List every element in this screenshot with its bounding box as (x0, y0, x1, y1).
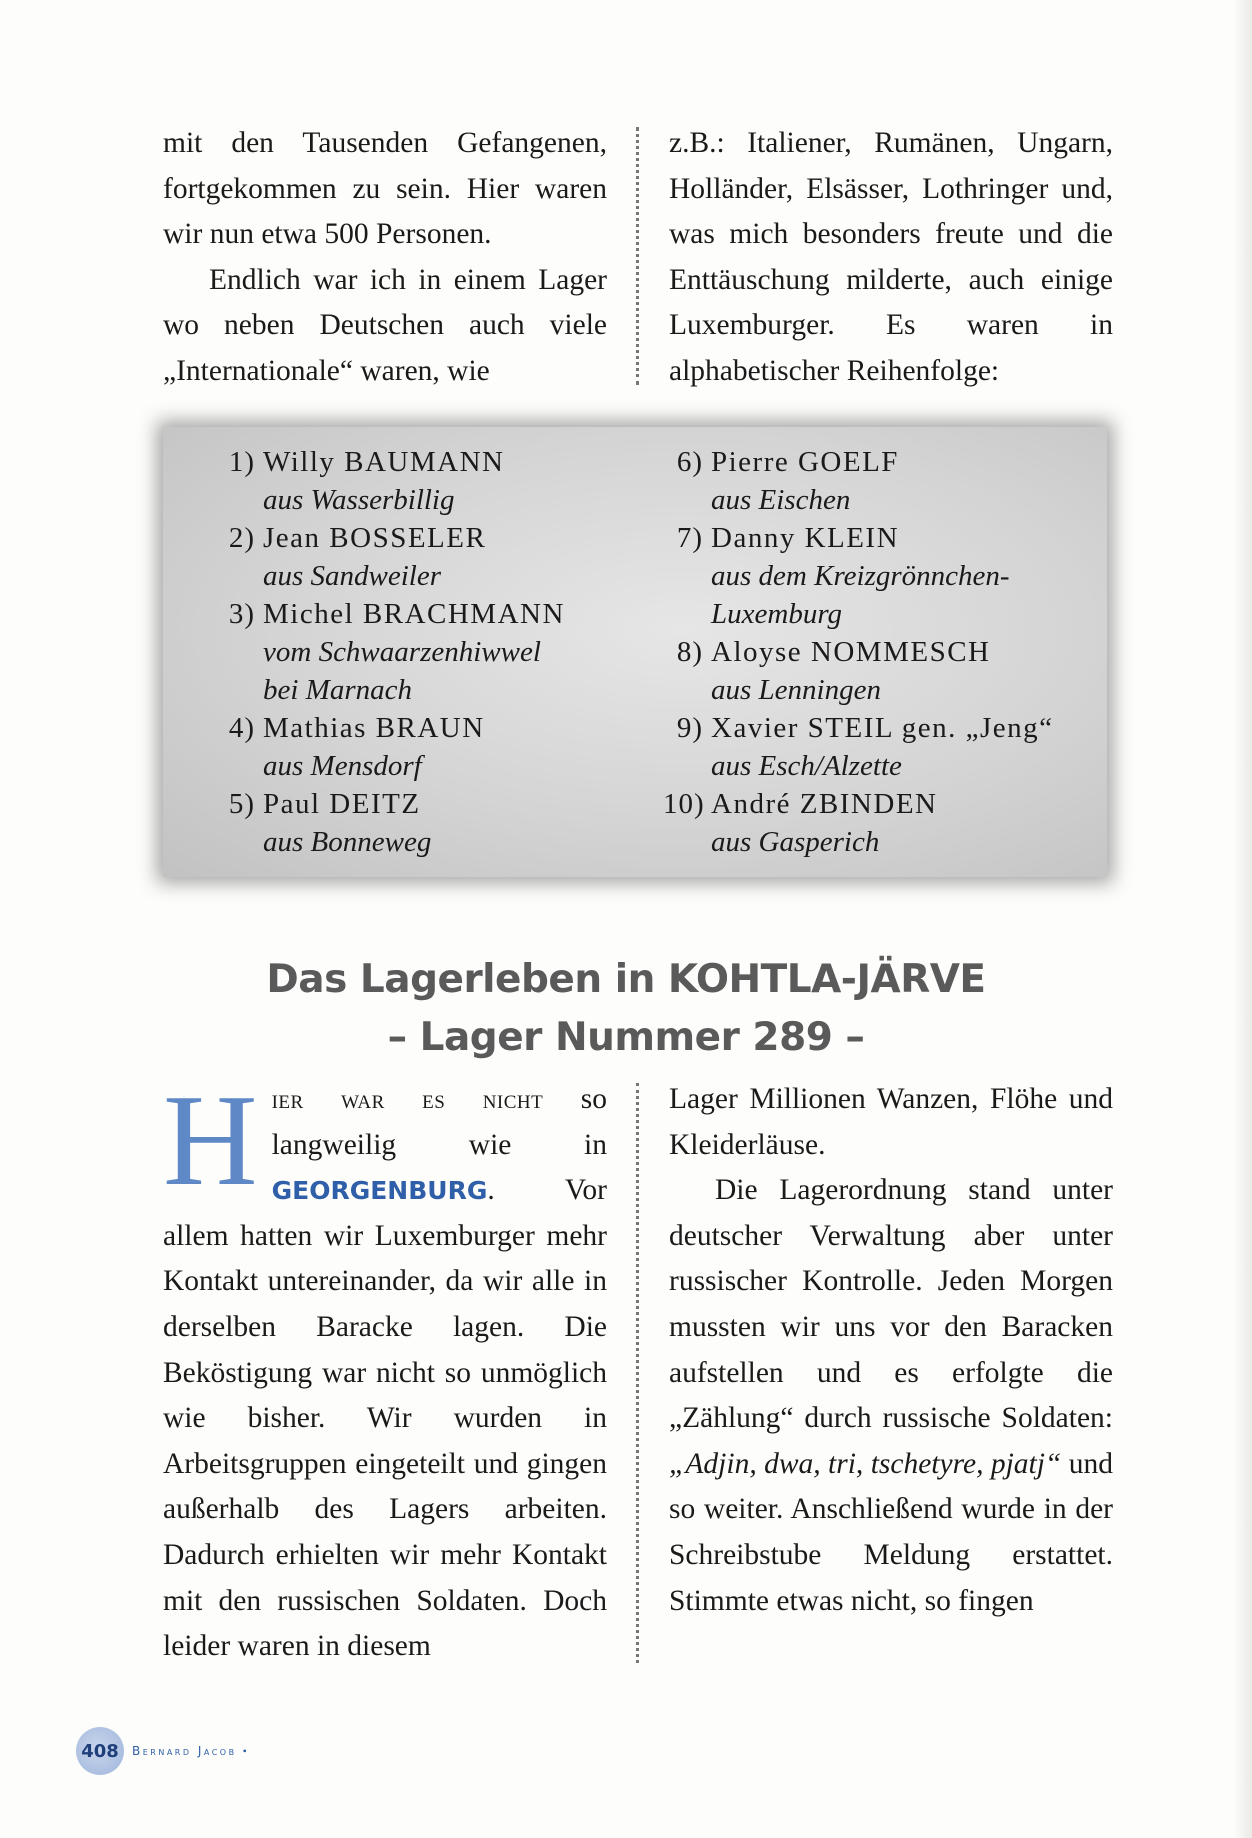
section-heading-line-1: Das Lagerleben in KOHTLA-JÄRVE (266, 957, 986, 1002)
luxembourg-names-box (163, 427, 1107, 877)
entry-name: Danny KLEIN (711, 522, 900, 554)
entry-origin: aus Mensdorf (263, 750, 422, 782)
small-caps-lead: ier war es nicht (271, 1084, 544, 1114)
entry-origin: aus dem Kreizgrönnchen- (711, 560, 1010, 592)
entry-number: 7) (676, 522, 703, 554)
entry-name: André ZBINDEN (711, 788, 938, 820)
bottom-left-paragraph (163, 1068, 607, 1670)
entry-origin: aus Lenningen (711, 674, 881, 706)
entry-number: 2) (228, 522, 255, 554)
name-entry (663, 633, 1054, 709)
highlighted-place-name: GEORGENBURG (271, 1176, 488, 1206)
entry-number: 10) (663, 788, 705, 820)
names-column-left (215, 443, 565, 861)
column-divider-top (636, 127, 639, 385)
entry-name: Jean BOSSELER (263, 522, 487, 554)
entry-name: Paul DEITZ (263, 788, 421, 820)
entry-origin: bei Marnach (263, 674, 412, 706)
entry-origin: aus Sandweiler (263, 560, 442, 592)
entry-origin: aus Bonneweg (263, 826, 432, 858)
name-entry (663, 709, 1054, 785)
top-left-paragraph-2: Endlich war ich in einem Lager wo neben Deutschen auch viele „Internationale“ waren, wie (163, 263, 607, 387)
entry-name: Mathias BRAUN (263, 712, 485, 744)
bottom-right-column (669, 1077, 1113, 1624)
entry-origin: vom Schwaarzenhiwwel (263, 636, 541, 668)
author-name: Bernard Jacob (132, 1744, 237, 1758)
entry-number: 1) (228, 446, 255, 478)
entry-number: 9) (676, 712, 703, 744)
text-segment-d: und so weiter. Anschließend wurde in der Schreibstube Meldung erstattet. Stimmte etwas nicht, so fingen (669, 1447, 1113, 1617)
entry-number: 8) (676, 636, 703, 668)
name-entry (215, 519, 565, 595)
drop-cap: H (163, 1068, 258, 1213)
name-entry (215, 709, 565, 785)
entry-origin: aus Gasperich (711, 826, 880, 858)
page-edge (1234, 0, 1252, 1838)
text-segment-c: Die Lagerordnung stand unter deutscher Verwaltung aber unter russischer Kontrolle. Jeden Morgen mussten wir uns vor den Baracken aufstellen und es erfolgte die „Zählung“ durch russische Soldaten: (669, 1174, 1113, 1435)
top-right-paragraph: z.B.: Italiener, Rumänen, Ungarn, Holländer, Elsässer, Lothringer und, was mich besonders freute und die Enttäuschung milderte, auch einige Luxemburger. Es waren in alphabetischer Reihenfolge: (669, 127, 1113, 387)
entry-origin: Luxemburg (711, 598, 843, 630)
text-segment-b: . Vor allem hatten wir Luxemburger mehr Kontakt untereinander, da wir alle in derselben Baracke lagen. Die Beköstigung war nicht so unmöglich wie bisher. Wir wurden in Arbeitsgruppen eingeteilt und gingen außerhalb des Lagers arbeiten. Dadurch erhielten wir mehr Kontakt mit den russischen Soldaten. Doch leider waren in diesem (163, 1174, 607, 1663)
entry-number: 5) (228, 788, 255, 820)
top-right-column (669, 121, 1113, 395)
name-entry (215, 595, 565, 709)
name-entry (663, 443, 1054, 519)
entry-origin: aus Eischen (711, 484, 851, 516)
name-entry (215, 443, 565, 519)
entry-number: 6) (676, 446, 703, 478)
column-divider-bottom (636, 1083, 639, 1663)
entry-name: Willy BAUMANN (263, 446, 505, 478)
entry-origin: aus Wasserbillig (263, 484, 455, 516)
entry-name: Xavier STEIL gen. „Jeng“ (711, 712, 1054, 744)
top-left-paragraph-1: mit den Tausenden Gefangenen, fortgekommen zu sein. Hier waren wir nun etwa 500 Personen. (163, 127, 607, 251)
entry-name: Pierre GOELF (711, 446, 899, 478)
footer-bullet: • (242, 1743, 247, 1758)
entry-origin: aus Esch/Alzette (711, 750, 902, 782)
entry-number: 4) (228, 712, 255, 744)
bottom-right-paragraph-1: Lager Millionen Wanzen, Flöhe und Kleiderläuse. (669, 1083, 1113, 1161)
names-column-right (663, 443, 1054, 861)
top-left-column (163, 121, 607, 395)
text-segment-a: so langweilig wie in (271, 1083, 607, 1161)
name-entry (663, 785, 1054, 861)
page-footer (76, 1730, 247, 1772)
page-number: 408 (76, 1727, 124, 1775)
counting-quote: „Adjin, dwa, tri, tschetyre, pjatj“ (669, 1447, 1062, 1480)
bottom-right-paragraph-2 (669, 1168, 1113, 1624)
bottom-left-column (163, 1068, 607, 1670)
name-entry (215, 785, 565, 861)
entry-name: Aloyse NOMMESCH (711, 636, 991, 668)
entry-name: Michel BRACHMANN (263, 598, 565, 630)
entry-number: 3) (228, 598, 255, 630)
name-entry (663, 519, 1054, 633)
section-heading-line-2: – Lager Nummer 289 – (387, 1015, 865, 1060)
